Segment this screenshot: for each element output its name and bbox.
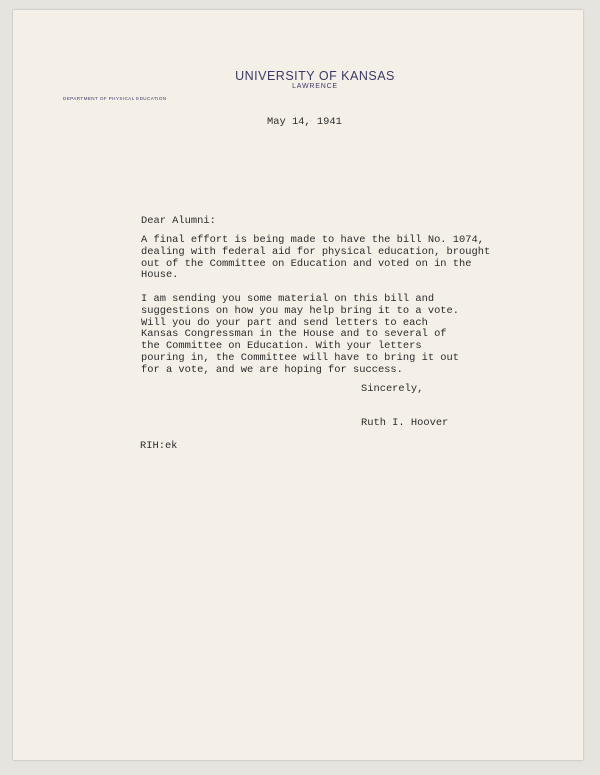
letterhead-department: DEPARTMENT OF PHYSICAL EDUCATION (63, 96, 167, 101)
paragraph-line: Kansas Congressman in the House and to several of (141, 328, 447, 341)
letter-paragraph-1 (141, 235, 490, 282)
paragraph-line: House. (141, 269, 179, 282)
paragraph-line: for a vote, and we are hoping for success. (141, 363, 403, 376)
letter-salutation: Dear Alumni: (141, 215, 216, 227)
letter-page (13, 10, 583, 760)
letter-initials: RIH:ek (140, 440, 178, 452)
paragraph-line: suggestions on how you may help bring it to a vote. (141, 304, 460, 317)
letter-date: May 14, 1941 (267, 116, 342, 128)
paragraph-line: out of the Committee on Education and voted on in the (141, 257, 472, 270)
paragraph-line: A final effort is being made to have the bill No. 1074, (141, 234, 484, 246)
paragraph-line: dealing with federal aid for physical education, brought (141, 245, 491, 258)
paragraph-line: pouring in, the Committee will have to bring it out (141, 351, 460, 364)
paragraph-line: I am sending you some material on this bill and (141, 293, 435, 305)
paragraph-line: the Committee on Education. With your letters (141, 340, 422, 353)
letter-signer: Ruth I. Hoover (361, 417, 449, 429)
letter-closing: Sincerely, (361, 383, 424, 395)
letterhead-city: LAWRENCE (292, 83, 338, 90)
letterhead-university: UNIVERSITY OF KANSAS (235, 69, 395, 83)
paragraph-line: Will you do your part and send letters to each (141, 316, 428, 329)
letter-paragraph-2 (141, 294, 459, 377)
